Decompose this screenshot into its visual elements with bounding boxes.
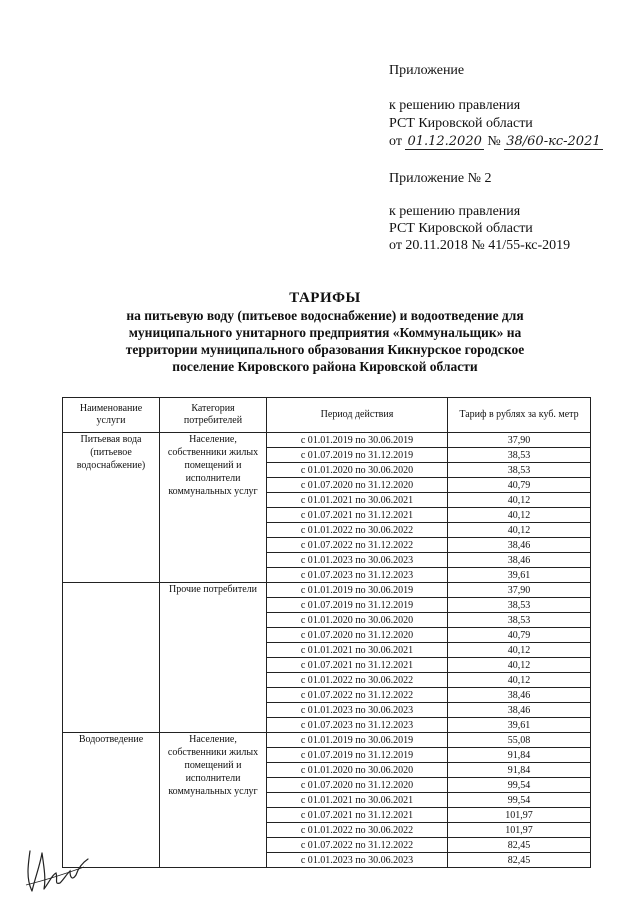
table-row: [63, 733, 591, 748]
appendix-2-title: Приложение № 2: [389, 171, 492, 186]
period-cell: с 01.01.2020 по 30.06.2020: [267, 613, 448, 628]
period-cell: с 01.07.2023 по 31.12.2023: [267, 568, 448, 583]
period-cell: с 01.07.2022 по 31.12.2022: [267, 688, 448, 703]
period-cell: с 01.07.2019 по 31.12.2019: [267, 448, 448, 463]
signature-icon: [22, 845, 92, 897]
table-body: [63, 433, 591, 868]
handwritten-date: 01.12.2020: [407, 134, 482, 149]
tariff-value-cell: 82,45: [448, 853, 591, 868]
period-cell: с 01.01.2023 по 30.06.2023: [267, 853, 448, 868]
tariff-value-cell: 38,53: [448, 463, 591, 478]
tariff-value-cell: 40,12: [448, 643, 591, 658]
tariff-table: [62, 397, 591, 868]
period-cell: с 01.01.2023 по 30.06.2023: [267, 703, 448, 718]
period-cell: с 01.07.2021 по 31.12.2021: [267, 808, 448, 823]
appendix-date-number-line: [389, 133, 603, 150]
consumer-category-cell: Прочие потребители: [160, 583, 267, 733]
period-cell: с 01.07.2022 по 31.12.2022: [267, 538, 448, 553]
period-cell: с 01.07.2020 по 31.12.2020: [267, 628, 448, 643]
tariff-value-cell: 38,53: [448, 448, 591, 463]
title-line-1: на питьевую воду (питьевое водоснабжение) и водоотведение для: [126, 308, 524, 323]
period-cell: с 01.01.2020 по 30.06.2020: [267, 463, 448, 478]
appendix-2-decision-line: к решению правления: [389, 204, 521, 219]
tariff-value-cell: 38,53: [448, 598, 591, 613]
service-name-cell: Водоотведение: [63, 733, 160, 868]
tariff-value-cell: 40,12: [448, 523, 591, 538]
service-name-cell: [63, 583, 160, 733]
tariff-value-cell: 101,97: [448, 808, 591, 823]
period-cell: с 01.07.2020 по 31.12.2020: [267, 778, 448, 793]
consumer-category-cell: Население, собственники жилых помещений и исполнители коммунальных услуг: [160, 733, 267, 868]
period-cell: с 01.07.2021 по 31.12.2021: [267, 508, 448, 523]
tariff-value-cell: 99,54: [448, 793, 591, 808]
tariff-value-cell: 40,12: [448, 508, 591, 523]
tariff-value-cell: 39,61: [448, 568, 591, 583]
period-cell: с 01.01.2023 по 30.06.2023: [267, 553, 448, 568]
tariff-value-cell: 39,61: [448, 718, 591, 733]
tariff-value-cell: 40,12: [448, 673, 591, 688]
document-title: [60, 289, 590, 375]
tariff-value-cell: 99,54: [448, 778, 591, 793]
period-cell: с 01.01.2020 по 30.06.2020: [267, 763, 448, 778]
title-line-2: муниципального унитарного предприятия «Коммунальщик» на: [128, 325, 522, 340]
period-cell: с 01.01.2021 по 30.06.2021: [267, 493, 448, 508]
period-cell: с 01.01.2022 по 30.06.2022: [267, 673, 448, 688]
tariff-value-cell: 40,12: [448, 493, 591, 508]
table-row: [63, 433, 591, 448]
header-category: Категория потребителей: [160, 398, 267, 433]
tariff-value-cell: 40,79: [448, 628, 591, 643]
header-period: Период действия: [267, 398, 448, 433]
tariff-value-cell: 38,46: [448, 688, 591, 703]
tariff-value-cell: 55,08: [448, 733, 591, 748]
period-cell: с 01.07.2022 по 31.12.2022: [267, 838, 448, 853]
service-name-cell: Питьевая вода (питьевое водоснабжение): [63, 433, 160, 583]
period-cell: с 01.01.2022 по 30.06.2022: [267, 523, 448, 538]
tariff-value-cell: 38,46: [448, 703, 591, 718]
number-sign: №: [487, 134, 501, 149]
tariff-value-cell: 38,53: [448, 613, 591, 628]
period-cell: с 01.01.2019 по 30.06.2019: [267, 433, 448, 448]
tariff-value-cell: 38,46: [448, 538, 591, 553]
period-cell: с 01.07.2023 по 31.12.2023: [267, 718, 448, 733]
title-main: ТАРИФЫ: [289, 290, 361, 306]
period-cell: с 01.01.2019 по 30.06.2019: [267, 733, 448, 748]
period-cell: с 01.07.2019 по 31.12.2019: [267, 598, 448, 613]
period-cell: с 01.01.2019 по 30.06.2019: [267, 583, 448, 598]
tariff-value-cell: 37,90: [448, 583, 591, 598]
period-cell: с 01.01.2021 по 30.06.2021: [267, 793, 448, 808]
appendix-title: Приложение: [389, 63, 465, 78]
header-service: Наименование услуги: [63, 398, 160, 433]
period-cell: с 01.07.2019 по 31.12.2019: [267, 748, 448, 763]
from-label: от: [389, 134, 402, 149]
handwritten-number: 38/60-кс-2021: [506, 134, 601, 149]
title-line-4: поселение Кировского района Кировской области: [172, 359, 478, 374]
appendix-2-authority-line: РСТ Кировской области: [389, 221, 533, 236]
appendix-authority-line: РСТ Кировской области: [389, 116, 533, 131]
tariff-value-cell: 101,97: [448, 823, 591, 838]
title-line-3: территории муниципального образования Кикнурское городское: [125, 342, 525, 357]
consumer-category-cell: Население, собственники жилых помещений и исполнители коммунальных услуг: [160, 433, 267, 583]
tariff-value-cell: 40,12: [448, 658, 591, 673]
period-cell: с 01.01.2022 по 30.06.2022: [267, 823, 448, 838]
appendix-decision-line: к решению правления: [389, 98, 521, 113]
table-row: [63, 583, 591, 598]
header-tariff: Тариф в рублях за куб. метр: [448, 398, 591, 433]
tariff-value-cell: 91,84: [448, 748, 591, 763]
period-cell: с 01.07.2021 по 31.12.2021: [267, 658, 448, 673]
appendix-2-date-line: от 20.11.2018 № 41/55-кс-2019: [389, 238, 571, 253]
tariff-value-cell: 37,90: [448, 433, 591, 448]
period-cell: с 01.01.2021 по 30.06.2021: [267, 643, 448, 658]
period-cell: с 01.07.2020 по 31.12.2020: [267, 478, 448, 493]
table-header-row: [63, 398, 591, 433]
tariff-value-cell: 40,79: [448, 478, 591, 493]
tariff-value-cell: 91,84: [448, 763, 591, 778]
tariff-value-cell: 82,45: [448, 838, 591, 853]
tariff-value-cell: 38,46: [448, 553, 591, 568]
